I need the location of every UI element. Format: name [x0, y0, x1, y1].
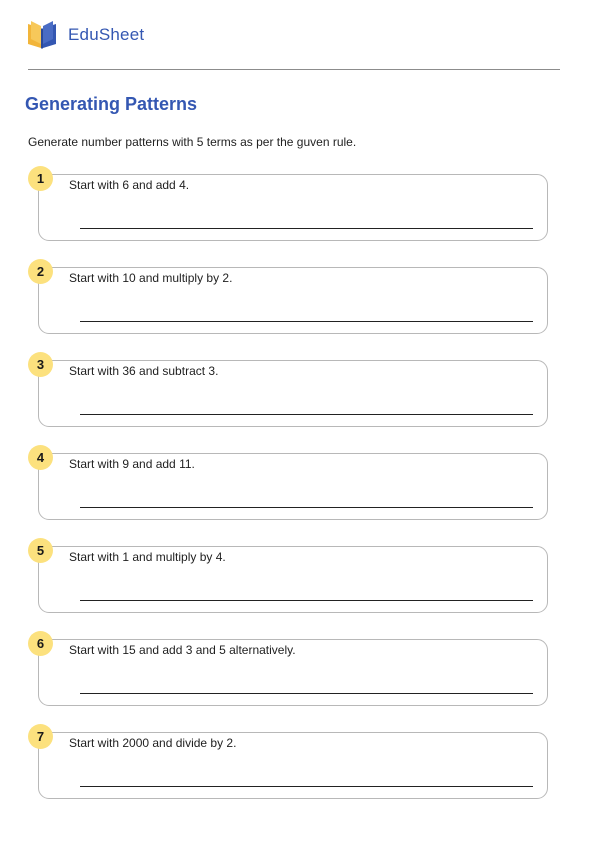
- question-number-badge: 6: [28, 631, 53, 656]
- answer-line[interactable]: [80, 786, 533, 787]
- question-number-badge: 3: [28, 352, 53, 377]
- question-text: Start with 9 and add 11.: [69, 457, 195, 471]
- question-text: Start with 2000 and divide by 2.: [69, 736, 237, 750]
- question-text: Start with 6 and add 4.: [69, 178, 190, 192]
- brand-header: [26, 20, 144, 50]
- question-item: [28, 631, 550, 701]
- answer-line[interactable]: [80, 693, 533, 694]
- question-text: Start with 10 and multiply by 2.: [69, 271, 233, 285]
- answer-line[interactable]: [80, 414, 533, 415]
- answer-line[interactable]: [80, 321, 533, 322]
- question-item: [28, 724, 550, 794]
- page-title: Generating Patterns: [25, 94, 198, 114]
- answer-line[interactable]: [80, 507, 533, 508]
- header-divider: [28, 69, 560, 70]
- question-text: Start with 36 and subtract 3.: [69, 364, 219, 378]
- open-book-icon: [26, 20, 58, 50]
- brand-name: EduSheet: [68, 25, 145, 44]
- question-number-badge: 7: [28, 724, 53, 749]
- question-text: Start with 15 and add 3 and 5 alternatively.: [69, 643, 296, 657]
- question-item: [28, 538, 550, 608]
- question-number-badge: 2: [28, 259, 53, 284]
- worksheet-instructions: Generate number patterns with 5 terms as per the guven rule.: [28, 135, 357, 149]
- question-number-badge: 5: [28, 538, 53, 563]
- answer-line[interactable]: [80, 600, 533, 601]
- answer-line[interactable]: [80, 228, 533, 229]
- question-item: [28, 259, 550, 329]
- question-number-badge: 1: [28, 166, 53, 191]
- question-item: [28, 166, 550, 236]
- question-text: Start with 1 and multiply by 4.: [69, 550, 226, 564]
- question-number-badge: 4: [28, 445, 53, 470]
- question-item: [28, 352, 550, 422]
- question-item: [28, 445, 550, 515]
